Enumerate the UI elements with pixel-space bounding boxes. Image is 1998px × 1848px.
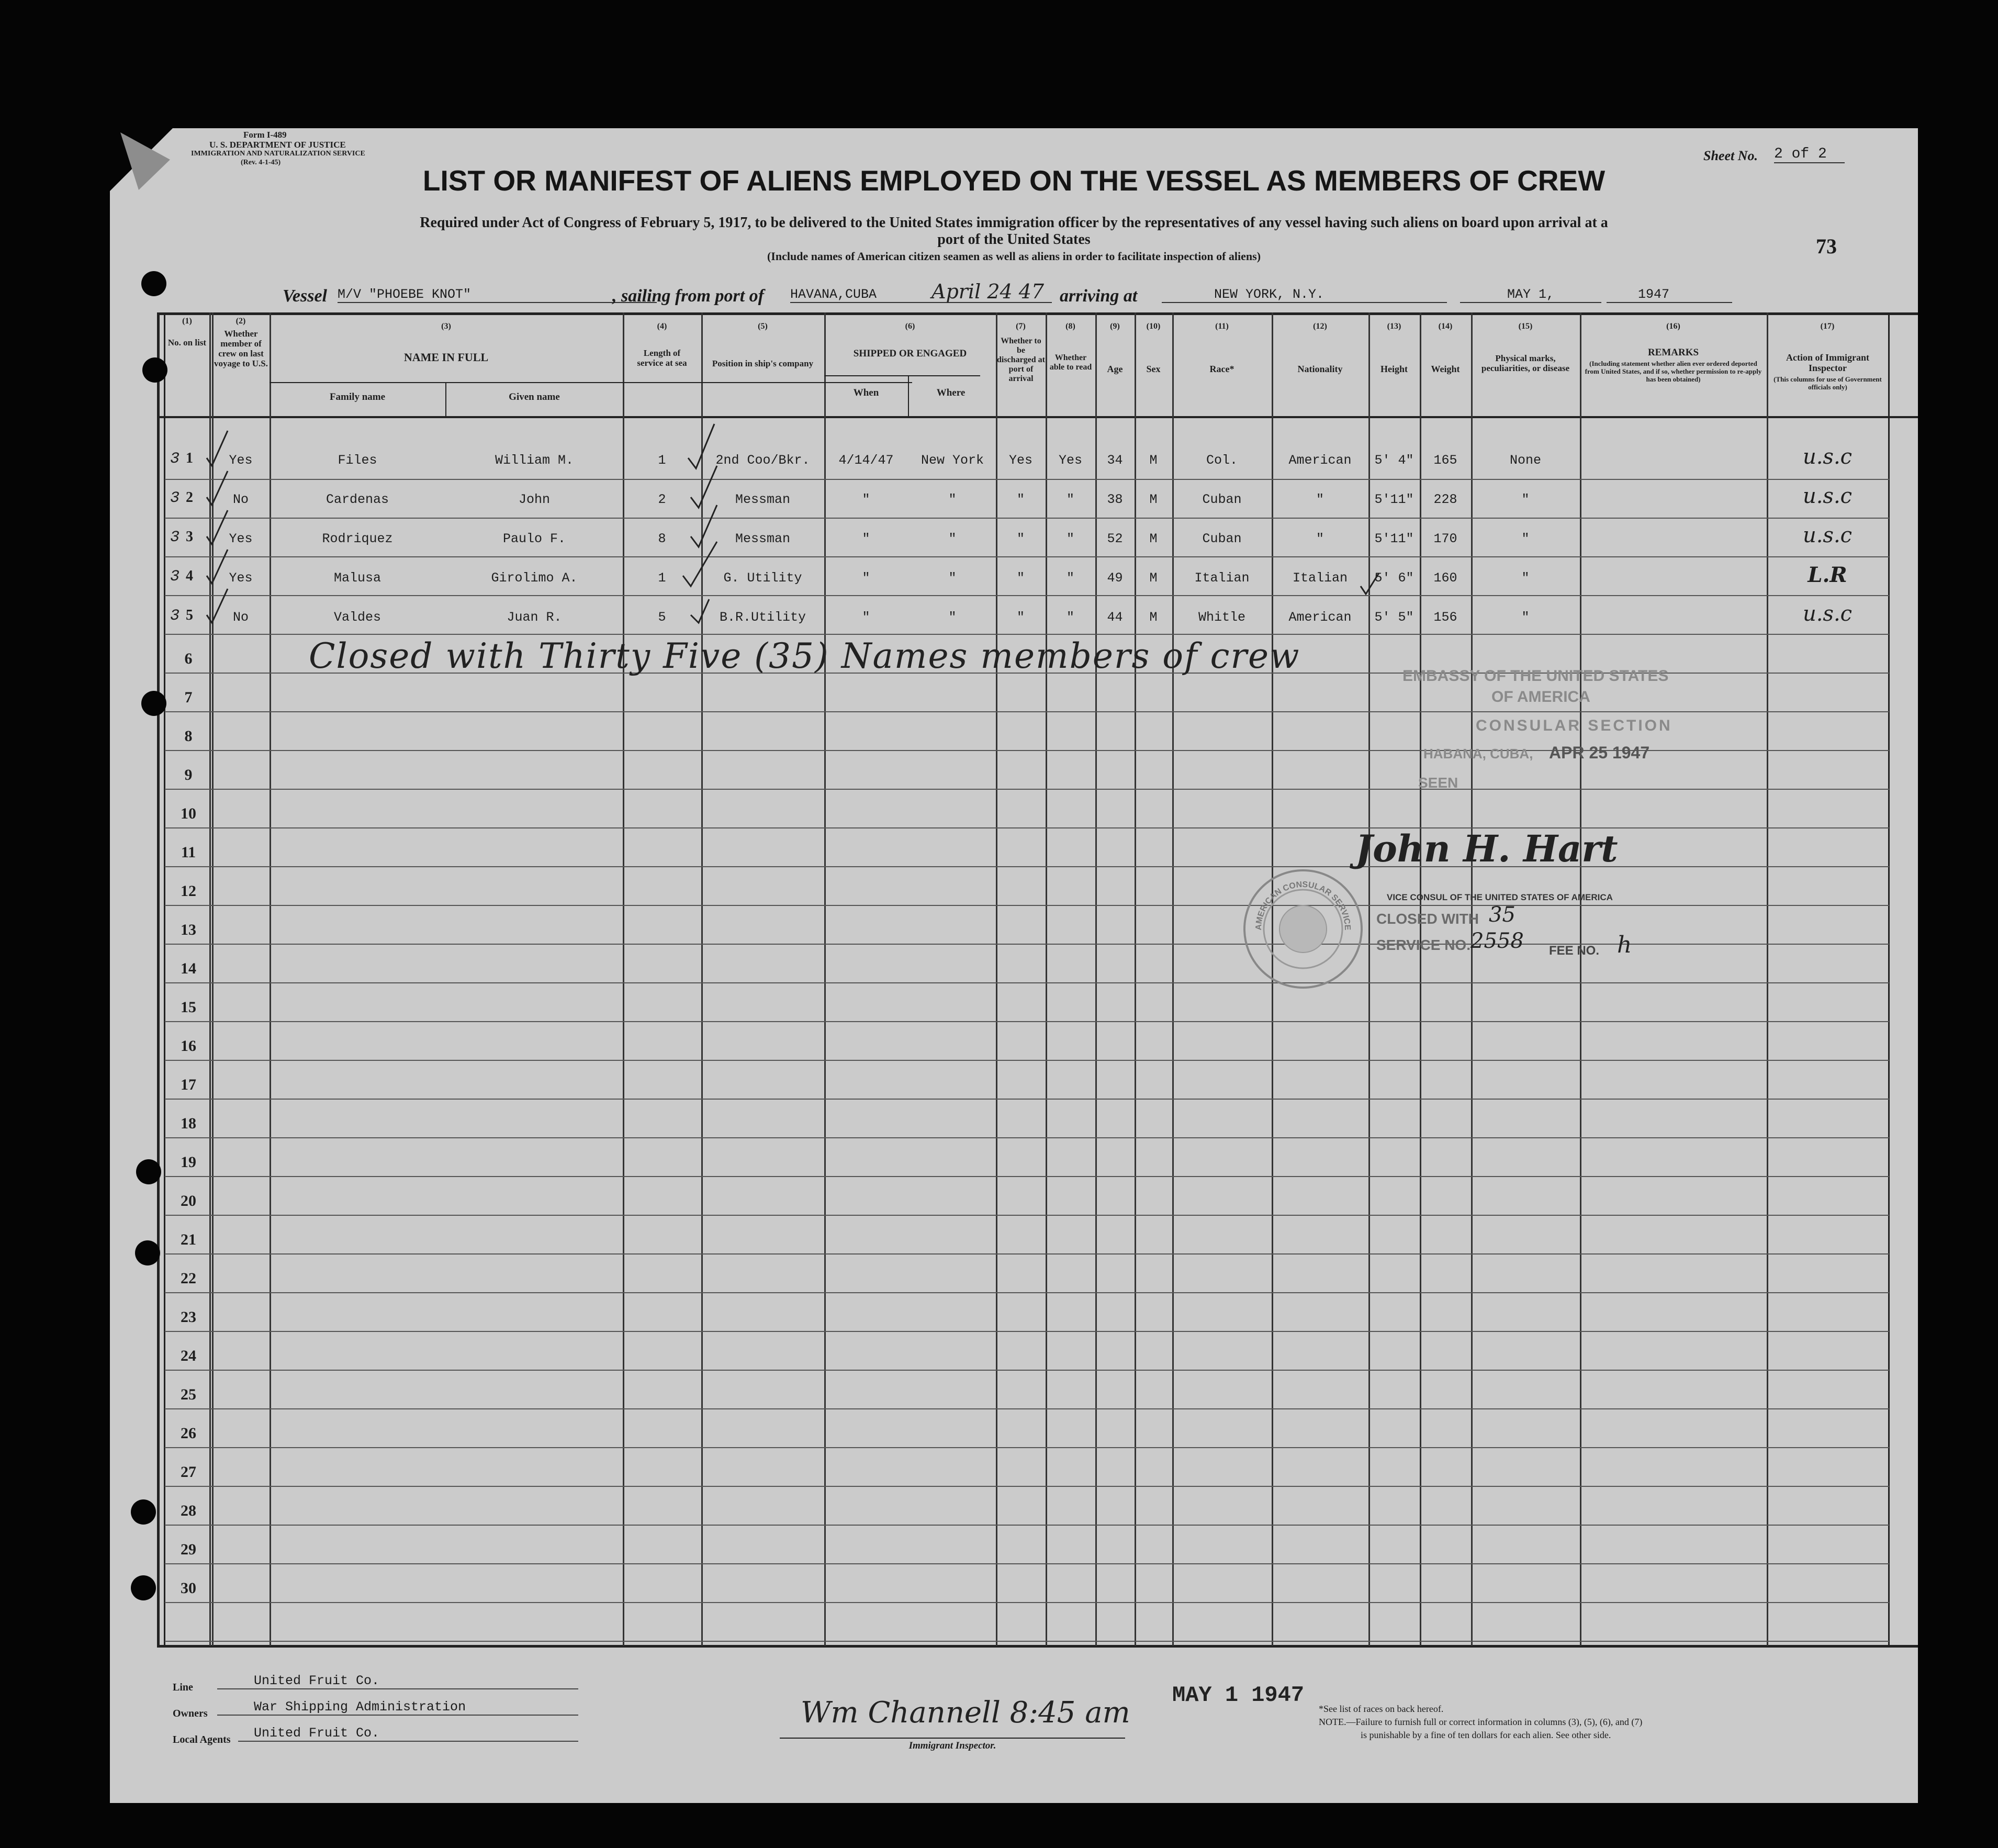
position: 2nd Coo/Bkr. (715, 453, 810, 468)
weight: 156 (1433, 610, 1457, 625)
row-number: 7 (184, 689, 193, 706)
race: Cuban (1202, 492, 1242, 507)
inspector-action: u.s.c (1802, 445, 1853, 469)
inspector-action: u.s.c (1802, 523, 1853, 547)
row-number: 9 (184, 766, 193, 783)
agents-label: Local Agents (173, 1734, 231, 1745)
consular-seal (1240, 866, 1366, 992)
discharged: " (1016, 492, 1025, 507)
col13-num: (13) (1387, 322, 1401, 331)
sex: M (1149, 570, 1158, 586)
form-number: Form I-489 (243, 130, 287, 140)
col6-header: SHIPPED OR ENGAGED (853, 348, 967, 359)
race: Cuban (1202, 531, 1242, 546)
punch-hole (142, 357, 167, 383)
row-number: 2 (186, 489, 193, 506)
stamp-line-4: HABANA, CUBA, (1423, 746, 1533, 761)
sheet-value: 2 of 2 (1774, 146, 1845, 163)
sex: M (1149, 610, 1158, 625)
shipped-where: " (948, 610, 957, 625)
nationality: Italian (1292, 570, 1348, 586)
arrival-year: 1947 (1607, 287, 1732, 303)
race: Whitle (1198, 610, 1245, 625)
row-prefix: 3 (170, 450, 180, 468)
arriving-label: arriving at (1060, 286, 1138, 306)
last-voyage: No (232, 610, 249, 625)
sex: M (1149, 453, 1158, 468)
col6a-header: When (853, 387, 879, 398)
fee-no-value: h (1617, 932, 1632, 958)
row-number: 30 (181, 1580, 196, 1597)
row-number: 27 (181, 1463, 196, 1481)
line-label: Line (173, 1682, 193, 1693)
vessel-label: Vessel (283, 286, 327, 306)
manifest-sheet (110, 128, 1918, 1803)
able-to-read: " (1066, 531, 1074, 546)
shipped-where: " (948, 492, 957, 507)
row-number: 4 (186, 568, 193, 584)
col11-header: Race* (1209, 364, 1234, 374)
age: 34 (1107, 453, 1123, 468)
last-voyage: Yes (229, 453, 253, 468)
discharged: Yes (1008, 453, 1032, 468)
family-name: Cardenas (325, 492, 389, 507)
shipped-when: " (862, 492, 870, 507)
length-of-service: 2 (658, 492, 666, 507)
punch-hole (135, 1240, 160, 1265)
col6-num: (6) (905, 322, 915, 331)
races-note: *See list of races on back hereof. (1319, 1704, 1444, 1714)
inspector-date-stamp: MAY 1 1947 (1172, 1683, 1305, 1708)
col1-num: (1) (182, 317, 192, 326)
col14-num: (14) (1438, 322, 1453, 331)
row-number: 5 (186, 607, 193, 623)
col1-header: No. on list (167, 338, 207, 348)
row-number: 10 (181, 805, 196, 822)
age: 38 (1107, 492, 1123, 507)
height: 5' 6" (1374, 570, 1414, 586)
row-prefix: 3 (170, 607, 180, 625)
subtitle-1: Required under Act of Congress of February 5, 1917, to be delivered to the United States immigration officer by the representatives of any vessel having such aliens on board upon arrival at a (420, 215, 1608, 231)
row-number: 13 (181, 921, 196, 938)
subtitle-3: (Include names of American citizen seamen as well as aliens in order to facilitate inspection of aliens) (767, 250, 1261, 263)
col9-num: (9) (1110, 322, 1120, 331)
row-number: 29 (181, 1541, 196, 1558)
weight: 228 (1433, 492, 1457, 507)
physical-marks: None (1509, 453, 1541, 468)
discharged: " (1016, 570, 1025, 586)
service-no-label: SERVICE NO. (1376, 937, 1471, 953)
col9-header: Age (1107, 364, 1123, 374)
row-number: 12 (181, 882, 196, 900)
shipped-when: " (862, 570, 870, 586)
height: 5' 4" (1374, 453, 1414, 468)
shipped-where: " (948, 570, 957, 586)
row-number: 19 (181, 1153, 196, 1171)
port-value: HAVANA,CUBA (790, 287, 1052, 303)
row-number: 25 (181, 1386, 196, 1403)
inspector-signature: Wm Channell 8:45 am (801, 1696, 1130, 1730)
inspector-label: Immigrant Inspector. (908, 1740, 996, 1751)
col12-header: Nationality (1297, 364, 1343, 374)
stamp-line-3: CONSULAR SECTION (1476, 717, 1673, 734)
consul-title: VICE CONSUL OF THE UNITED STATES OF AMERICA (1387, 892, 1613, 902)
col7-num: (7) (1016, 322, 1026, 331)
nationality: American (1288, 453, 1352, 468)
col4-header: Length of service at sea (637, 348, 687, 368)
shipped-where: New York (921, 453, 984, 468)
length-of-service: 1 (658, 453, 666, 468)
owners-value: War Shipping Administration (217, 1699, 578, 1716)
closing-note: Closed with Thirty Five (35) Names members of crew (309, 636, 1300, 676)
col8-header: Whether able to read (1049, 353, 1092, 372)
able-to-read: " (1066, 492, 1074, 507)
row-number: 17 (181, 1076, 196, 1093)
row-prefix: 3 (170, 568, 180, 586)
sex: M (1149, 531, 1158, 546)
col3-num: (3) (441, 322, 451, 331)
row-number: 1 (186, 450, 193, 466)
stamp-seen: SEEN (1418, 775, 1458, 791)
service-no-value: 2558 (1471, 929, 1524, 953)
col12-num: (12) (1313, 322, 1327, 331)
col13-header: Height (1380, 364, 1408, 374)
col14-header: Weight (1431, 364, 1460, 374)
page-number: 73 (1816, 234, 1837, 258)
punch-hole (131, 1499, 156, 1525)
col4-num: (4) (657, 322, 667, 331)
discharged: " (1016, 610, 1025, 625)
row-number: 14 (181, 960, 196, 977)
col2-num: (2) (235, 317, 246, 326)
given-name: Juan R. (507, 610, 562, 625)
position: B.R.Utility (719, 610, 806, 625)
position: G. Utility (723, 570, 802, 586)
row-number: 23 (181, 1308, 196, 1326)
able-to-read: " (1066, 570, 1074, 586)
nationality: American (1288, 610, 1352, 625)
row-number: 8 (184, 727, 193, 745)
line-value: United Fruit Co. (217, 1673, 578, 1689)
row-number: 21 (181, 1231, 196, 1248)
col10-header: Sex (1146, 364, 1161, 374)
stamp-line-2: OF AMERICA (1491, 688, 1590, 705)
height: 5'11" (1374, 492, 1414, 507)
row-number: 15 (181, 999, 196, 1016)
closed-with-value: 35 (1489, 903, 1516, 927)
col16-num: (16) (1666, 322, 1680, 331)
discharged: " (1016, 531, 1025, 546)
col2-header: Whether member of crew on last voyage to U.S. (214, 329, 268, 368)
sheet-label: Sheet No. (1703, 148, 1758, 163)
row-number: 11 (181, 844, 196, 861)
race: Italian (1194, 570, 1250, 586)
col17-note: (This columns for use of Government officials only) (1773, 375, 1882, 391)
col15-num: (15) (1518, 322, 1533, 331)
shipped-when: 4/14/47 (838, 453, 894, 468)
row-number: 18 (181, 1115, 196, 1132)
closed-with-label: CLOSED WITH (1376, 911, 1479, 927)
seal-text: AMERICAN CONSULAR SERVICE (1254, 880, 1352, 931)
subtitle-2: port of the United States (937, 231, 1091, 248)
col8-num: (8) (1065, 322, 1075, 331)
punch-hole (141, 271, 166, 296)
row-number: 24 (181, 1347, 196, 1364)
form-rev: (Rev. 4-1-45) (241, 159, 281, 166)
row-number: 20 (181, 1192, 196, 1209)
col6b-header: Where (936, 387, 966, 398)
family-name: Rodriquez (322, 531, 393, 546)
row-number: 28 (181, 1502, 196, 1519)
weight: 165 (1433, 453, 1457, 468)
weight: 170 (1433, 531, 1457, 546)
col11-num: (11) (1215, 322, 1229, 331)
col3a-header: Family name (329, 391, 386, 402)
arrival-date: MAY 1, (1460, 287, 1601, 303)
sex: M (1149, 492, 1158, 507)
shipped-where: " (948, 531, 957, 546)
inspector-action: u.s.c (1802, 484, 1853, 508)
row-number: 22 (181, 1270, 196, 1287)
note-line-2: is punishable by a fine of ten dollars for each alien. See other side. (1361, 1730, 1611, 1740)
port-date-handwritten: April 24 47 (931, 280, 1045, 303)
length-of-service: 1 (658, 570, 666, 586)
stamp-date: APR 25 1947 (1549, 743, 1650, 762)
punch-hole (131, 1575, 156, 1600)
col5-num: (5) (758, 322, 768, 331)
col10-num: (10) (1146, 322, 1161, 331)
physical-marks: " (1521, 492, 1530, 507)
note-line-1: NOTE.—Failure to furnish full or correct information in columns (3), (5), (6), and (7) (1319, 1717, 1643, 1727)
owners-label: Owners (173, 1708, 208, 1719)
col7-header: Whether to be discharged at port of arrival (997, 337, 1045, 383)
check-marks (110, 128, 1918, 1803)
physical-marks: " (1521, 610, 1530, 625)
form-dept: U. S. DEPARTMENT OF JUSTICE (209, 140, 346, 150)
vessel-value: M/V "PHOEBE KNOT" (338, 287, 657, 303)
last-voyage: No (232, 492, 249, 507)
inspector-action: u.s.c (1802, 602, 1853, 626)
shipped-when: " (862, 610, 870, 625)
given-name: Girolimo A. (491, 570, 578, 586)
family-name: Files (338, 453, 377, 468)
col5-header: Position in ship's company (712, 359, 814, 368)
row-number: 3 (186, 529, 193, 545)
fee-no-label: FEE NO. (1549, 944, 1600, 958)
inspector-action: L.R (1808, 563, 1847, 587)
height: 5' 5" (1374, 610, 1414, 625)
given-name: Paulo F. (502, 531, 566, 546)
agents-value: United Fruit Co. (238, 1726, 578, 1742)
age: 52 (1107, 531, 1123, 546)
last-voyage: Yes (229, 570, 253, 586)
age: 49 (1107, 570, 1123, 586)
length-of-service: 5 (658, 610, 666, 625)
family-name: Valdes (333, 610, 381, 625)
embassy-stamp (1387, 667, 1795, 840)
physical-marks: " (1521, 531, 1530, 546)
last-voyage: Yes (229, 531, 253, 546)
col16-header: REMARKS (1647, 347, 1699, 358)
row-number: 16 (181, 1037, 196, 1055)
col15-header: Physical marks, peculiarities, or disease (1481, 353, 1570, 373)
able-to-read: " (1066, 610, 1074, 625)
nationality: " (1316, 492, 1324, 507)
nationality: " (1316, 531, 1324, 546)
given-name: William M. (495, 453, 574, 468)
shipped-when: " (862, 531, 870, 546)
family-name: Malusa (333, 570, 381, 586)
consul-signature: John H. Hart (1355, 827, 1618, 870)
position: Messman (735, 531, 791, 546)
col3-header: NAME IN FULL (403, 351, 489, 364)
height: 5'11" (1374, 531, 1414, 546)
row-prefix: 3 (170, 489, 180, 507)
row-number: 26 (181, 1425, 196, 1442)
page-title: LIST OR MANIFEST OF ALIENS EMPLOYED ON THE VESSEL AS MEMBERS OF CREW (422, 164, 1606, 197)
stamp-line-1: EMBASSY OF THE UNITED STATES (1402, 667, 1669, 685)
weight: 160 (1433, 570, 1457, 586)
position: Messman (735, 492, 791, 507)
col17-num: (17) (1820, 322, 1835, 331)
row-number: 6 (184, 650, 193, 667)
col17-header: Action of Immigrant Inspector (1786, 352, 1869, 373)
col3b-header: Given name (509, 391, 560, 402)
form-service: IMMIGRATION AND NATURALIZATION SERVICE (191, 150, 365, 158)
row-prefix: 3 (170, 529, 180, 546)
physical-marks: " (1521, 570, 1530, 586)
able-to-read: Yes (1058, 453, 1082, 468)
col16-note: (Including statement whether alien ever ordered deported from United States, and if so, whether permission to re-apply has been obtained) (1585, 360, 1762, 383)
punch-hole (136, 1159, 161, 1184)
age: 44 (1107, 610, 1123, 625)
arriving-value: NEW YORK, N.Y. (1162, 287, 1447, 303)
sailing-label: , sailing from port of (612, 286, 764, 306)
length-of-service: 8 (658, 531, 666, 546)
given-name: John (518, 492, 550, 507)
race: Col. (1206, 453, 1238, 468)
punch-hole (141, 691, 166, 716)
